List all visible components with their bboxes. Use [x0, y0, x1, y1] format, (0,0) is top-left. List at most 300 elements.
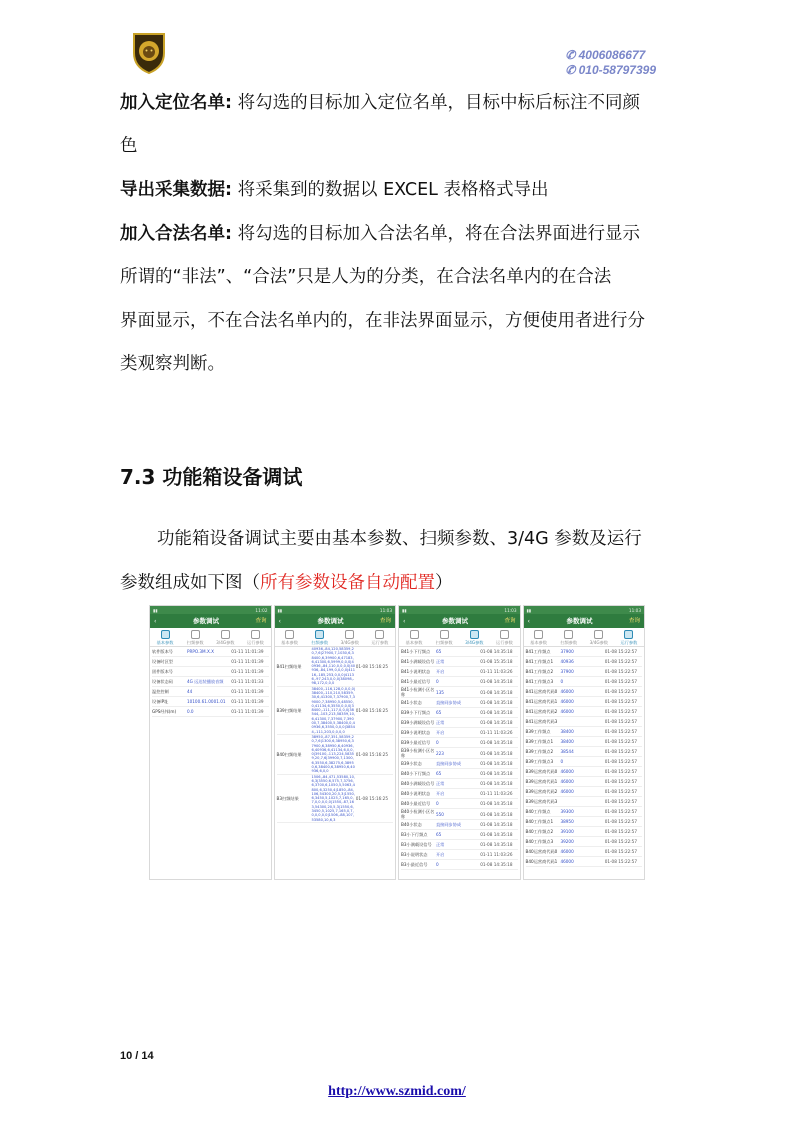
param-value: 46000: [560, 699, 574, 704]
param-value: 38544: [560, 749, 574, 754]
tab-0[interactable]: [524, 628, 554, 646]
tab-3[interactable]: [489, 628, 519, 646]
param-name: B40运营商代码0: [525, 849, 558, 854]
param-time: 01-08 14:35:18: [480, 649, 513, 654]
param-list: [524, 647, 645, 867]
tab-0[interactable]: [150, 628, 180, 646]
param-row: [526, 687, 643, 697]
param-name: B40工作频点1: [525, 819, 554, 824]
tab-icon: [161, 630, 170, 639]
param-time: 01-08 15:22:57: [604, 679, 638, 684]
tab-icon: [624, 630, 633, 639]
param-name: B41运营商代码2: [525, 709, 558, 714]
param-value: 40936: [560, 659, 574, 664]
param-name: B40工作频点3: [525, 839, 554, 844]
param-time: 01-08 15:16:25: [355, 795, 389, 801]
tab-label: 基本参数: [281, 640, 298, 645]
param-name: B39运营商代码2: [525, 789, 558, 794]
auto-config-note: 所有参数设备自动配置: [260, 573, 435, 593]
param-time: 01-11 11:01:39: [231, 649, 264, 654]
back-arrow-icon[interactable]: ‹: [527, 617, 530, 625]
param-name: B41小满载设信号: [401, 659, 435, 664]
param-row: [526, 777, 643, 787]
tab-1[interactable]: [429, 628, 459, 646]
param-name: B40工作频点: [525, 809, 551, 814]
param-value: 39200: [560, 839, 574, 844]
param-row: [401, 759, 518, 769]
param-time: 01-11 11:01:39: [231, 699, 264, 704]
param-time: 01-08 15:22:57: [604, 789, 638, 794]
param-time: 01-08 14:35:18: [480, 700, 513, 705]
param-row: [401, 809, 518, 820]
param-row: [526, 737, 643, 747]
status-time: 11:03: [504, 607, 517, 613]
section-body-line2: 参数组成如下图（所有参数设备自动配置）: [120, 573, 453, 593]
app-bar: [150, 614, 271, 628]
status-bar: [524, 606, 645, 614]
param-name: 温控控制: [152, 689, 169, 694]
param-value: 直接同步协成: [435, 761, 462, 766]
param-value: 0.0: [186, 709, 194, 714]
param-name: B41运营商代码1: [525, 699, 558, 704]
param-value: 38400: [560, 729, 574, 734]
tab-2[interactable]: [210, 628, 240, 646]
status-bar: [150, 606, 271, 614]
back-arrow-icon[interactable]: ‹: [154, 617, 157, 625]
param-value: 1506,-84,471,53580,10,6,3|3550,6,575,7,3756,6,3700,6,1050,5,5063,4800,6,3250,4|1850,-84,106,54300,20,5,3|1550,6,3450,5,1025,7,165,0,7,0,0,0,0,0|1550,-87,163,54300,20,5,3|1550,6,3450,5,1025,7,165,0,7,0,0,0,0,0|1506,-88,107,53580,10,6,3: [311, 774, 356, 822]
param-row: [401, 860, 518, 870]
param-row: [401, 728, 518, 738]
param-value: 开启: [435, 852, 445, 857]
param-name: B39小说明状态: [401, 730, 431, 735]
tab-label: 基本参数: [405, 640, 423, 645]
tab-icon: [534, 630, 543, 639]
param-name: B39工作频点3: [525, 759, 554, 764]
paragraph-legal-line4: 类观察判断。: [120, 354, 225, 374]
tab-label: 3/4G参数: [340, 640, 359, 645]
param-value: 46000: [560, 779, 574, 784]
param-time: 01-08 15:22:57: [604, 739, 638, 744]
screen-title: 参数调试: [566, 616, 593, 625]
param-row: [526, 647, 643, 657]
param-value: 550: [435, 811, 444, 817]
param-name: B39小最近信号: [401, 740, 431, 745]
param-list: [399, 647, 520, 870]
param-time: 01-08 15:22:57: [604, 809, 638, 814]
tab-label: 扫频参数: [186, 640, 204, 645]
param-value: 46000: [560, 769, 574, 774]
paragraph-export-data: 导出采集数据: 将采集到的数据以 EXCEL 表格格式导出: [120, 180, 549, 200]
screen-title: 参数调试: [317, 616, 344, 625]
param-row: [401, 738, 518, 748]
tab-2[interactable]: [335, 628, 365, 646]
tab-icon: [564, 630, 573, 639]
param-name: GPS经纬(m): [152, 709, 177, 714]
param-value: PRPO.3M.X.X: [186, 649, 215, 654]
param-time: 01-08 15:22:57: [604, 839, 638, 844]
param-value: 开启: [435, 791, 445, 796]
param-row: [526, 797, 643, 807]
param-row: [526, 677, 643, 687]
param-row: [401, 820, 518, 830]
tab-label: 运行参数: [496, 640, 513, 645]
tab-1[interactable]: [180, 628, 210, 646]
param-value: 38400,-116,128,0,0,0,0|38400,-110,210,58359,30,6,41300,7,37900,7,39000,7,38950,5,48550,0,41134,6,3550,0,0,0|38400,-111,117,0,0,0|38544,-103,213,58359,10,6,41300,7,37900,7,39000,7,38400,5,38400,0,40936,6,3550,0,0,0|38544,-111,203,0,0,0,0: [311, 686, 356, 734]
phone-screen: [274, 605, 397, 880]
tab-label: 扫频参数: [560, 640, 578, 645]
param-value: 10100.61.0001.01: [186, 699, 226, 704]
param-name: B41小检测小区名称: [401, 687, 435, 697]
param-name: B41小说明状态: [401, 669, 431, 674]
status-time: 11:03: [379, 607, 392, 613]
tab-icon: [345, 630, 354, 639]
tab-label: 运行参数: [371, 640, 389, 645]
paragraph-locate-list-cont: 色: [120, 136, 138, 156]
param-name: B40小检测小区名称: [401, 809, 435, 819]
tab-label: 扫频参数: [311, 640, 329, 645]
param-row: [401, 830, 518, 840]
status-bar: [399, 606, 520, 614]
contact-info: [565, 48, 656, 78]
param-name: 软件版本号: [152, 649, 173, 654]
tab-label: 运行参数: [247, 640, 264, 645]
param-row: [401, 677, 518, 687]
page-number: 10 / 14: [120, 1050, 154, 1062]
param-name: B3小说明状态: [401, 852, 428, 857]
param-row: [401, 667, 518, 677]
param-name: B39小满载设信号: [401, 720, 435, 725]
param-name: 设备状态码: [152, 679, 173, 684]
param-value: 0: [435, 862, 439, 867]
param-value: 直接同步协成: [435, 822, 462, 827]
param-name: B41工作频点2: [525, 669, 554, 674]
param-time: 01-08 15:22:57: [604, 719, 638, 724]
tab-0[interactable]: [275, 628, 305, 646]
param-value: 46000: [560, 689, 574, 694]
param-name: B41工作频点: [525, 649, 551, 654]
param-time: 01-11 11:01:39: [231, 689, 264, 694]
section-body-line1: 功能箱设备调试主要由基本参数、扫频参数、3/4G 参数及运行: [157, 529, 642, 549]
param-time: 01-08 14:35:18: [480, 679, 513, 684]
param-value: 37900: [560, 649, 574, 654]
tab-0[interactable]: [399, 628, 429, 646]
telephone-number: ✆ 010-58797399: [565, 63, 656, 77]
tab-3[interactable]: [240, 628, 270, 646]
param-row: [152, 687, 269, 697]
param-name: B39工作频点1: [525, 739, 554, 744]
param-value: 223: [435, 750, 444, 756]
param-time: 01-11 11:03:26: [480, 730, 513, 735]
param-name: B40扫频结果: [276, 751, 302, 757]
param-value: 正常: [435, 781, 445, 786]
param-row: [401, 657, 518, 667]
param-value: 135: [435, 689, 444, 695]
param-row: [526, 817, 643, 827]
tab-icon: [594, 630, 603, 639]
param-row: [526, 757, 643, 767]
term-export-data: 导出采集数据:: [120, 180, 232, 200]
param-name: B41小下行频点: [401, 649, 431, 654]
param-time: 01-11 11:01:39: [231, 659, 264, 664]
param-name: B39工作频点2: [525, 749, 554, 754]
param-value: 38950,-87,351,58359,20,7,6|1300,6,38950,6,37900,6,38950,6,40936,6,40936,6,41134,6,0,0,0|39100,-113,224,58359,20,7,6|39900,7,1300,6,3550,6,38275,6,38950,6,38400,6,38950,6,40936,6,0,0: [311, 734, 355, 774]
param-name: B40工作频点2: [525, 829, 554, 834]
screen-title: 参数调试: [192, 616, 219, 625]
param-row: [526, 697, 643, 707]
tab-label: 扫频参数: [435, 640, 453, 645]
tab-bar: [275, 628, 396, 647]
param-time: 01-08 15:22:57: [604, 709, 638, 714]
param-row: [526, 767, 643, 777]
param-name: B3小最近信号: [401, 862, 428, 867]
param-row: [152, 667, 269, 677]
tab-icon: [251, 630, 260, 639]
back-arrow-icon[interactable]: ‹: [278, 617, 281, 625]
param-name: B3小下行频点: [401, 832, 428, 837]
param-value: 39100: [560, 829, 574, 834]
paragraph-legal-list: 加入合法名单: 将勾选的目标加入合法名单，将在合法界面进行显示: [120, 224, 641, 244]
param-value: 0: [435, 679, 439, 684]
param-time: 01-08 15:22:57: [604, 699, 638, 704]
param-name: B41运营商代码0: [525, 689, 558, 694]
phone-screen: [523, 605, 646, 880]
tab-1[interactable]: [554, 628, 584, 646]
param-time: 01-08 15:35:18: [480, 659, 513, 664]
param-time: 01-08 15:16:25: [355, 663, 389, 669]
param-name: 设备IP址: [152, 699, 169, 704]
param-row: [401, 840, 518, 850]
param-row: [152, 647, 269, 657]
param-time: 01-08 14:35:18: [480, 801, 513, 806]
param-row: [526, 857, 643, 867]
param-list: [150, 647, 271, 717]
param-name: B40小说明状态: [401, 791, 431, 796]
app-bar: [524, 614, 645, 628]
param-value: 65: [435, 649, 442, 654]
param-time: 01-08 15:22:57: [604, 729, 638, 734]
param-name: B41运营商代码3: [525, 719, 558, 724]
tab-icon: [315, 630, 324, 639]
param-time: 01-08 15:22:57: [604, 779, 638, 784]
param-value: 正常: [435, 720, 445, 725]
param-row: [152, 677, 269, 687]
param-name: B41小状态: [401, 700, 422, 705]
param-time: 01-08 14:35:18: [480, 822, 513, 827]
param-row: [277, 647, 394, 687]
param-time: 01-08 15:22:57: [604, 649, 638, 654]
param-time: 01-11 11:01:39: [231, 709, 264, 714]
term-legal-list: 加入合法名单:: [120, 224, 232, 244]
param-name: B3扫频结果: [276, 795, 299, 801]
param-value: 正常: [435, 659, 445, 664]
query-button[interactable]: 查询: [628, 617, 640, 624]
param-time: 01-08 14:35:18: [480, 761, 513, 766]
tab-2[interactable]: [584, 628, 614, 646]
param-row: [152, 657, 269, 667]
param-time: 01-11 11:03:26: [480, 791, 513, 796]
param-row: [526, 827, 643, 837]
param-time: 01-11 11:01:39: [231, 669, 264, 674]
signal-icon: ▮▮: [153, 607, 158, 613]
param-value: 46000: [560, 849, 574, 854]
param-time: 01-08 15:16:25: [355, 707, 389, 713]
tab-3[interactable]: [365, 628, 395, 646]
param-value: 0: [560, 759, 564, 764]
param-time: 01-11 11:01:33: [231, 679, 264, 684]
param-time: 01-08 14:35:18: [480, 710, 513, 715]
param-time: 01-08 14:35:18: [480, 832, 513, 837]
param-row: [277, 687, 394, 735]
param-time: 01-08 15:22:57: [604, 859, 638, 864]
param-value: 39300: [560, 809, 574, 814]
signal-icon: ▮▮: [277, 607, 283, 613]
param-row: [152, 697, 269, 707]
tab-label: 3/4G参数: [216, 640, 235, 645]
signal-icon: ▮▮: [402, 607, 407, 613]
tab-bar: [150, 628, 271, 647]
status-time: 11:03: [628, 607, 641, 613]
param-row: [401, 647, 518, 657]
param-row: [526, 717, 643, 727]
param-time: 01-08 14:35:18: [480, 689, 513, 695]
back-arrow-icon[interactable]: ‹: [403, 617, 406, 625]
param-time: 01-08 15:22:57: [604, 769, 638, 774]
lion-shield-logo-icon: [131, 31, 167, 75]
param-name: B39扫频结果: [276, 707, 302, 713]
param-row: [526, 657, 643, 667]
param-value: 37900: [560, 669, 574, 674]
param-name: B40小下行频点: [401, 771, 431, 776]
param-list: [275, 647, 396, 823]
param-value: 开启: [435, 730, 445, 735]
paragraph-legal-line2: 所谓的“非法”、“合法”只是人为的分类，在合法名单内的在合法: [120, 267, 612, 287]
param-row: [526, 787, 643, 797]
tab-1[interactable]: [305, 628, 335, 646]
param-value: 44: [186, 689, 193, 694]
param-value: 直接同步协成: [435, 700, 462, 705]
tab-icon: [410, 630, 419, 639]
param-name: B3小满载设信号: [401, 842, 432, 847]
param-time: 01-08 14:35:18: [480, 781, 513, 786]
param-name: B40小状态: [401, 822, 422, 827]
param-time: 01-08 15:22:57: [604, 669, 638, 674]
tab-label: 运行参数: [620, 640, 638, 645]
param-name: B41工作频点3: [525, 679, 554, 684]
param-time: 01-08 15:16:25: [355, 751, 389, 757]
param-name: B39小检测小区名称: [401, 748, 435, 758]
tab-icon: [440, 630, 449, 639]
param-row: [277, 735, 394, 775]
tab-label: 3/4G参数: [465, 640, 484, 645]
param-row: [401, 708, 518, 718]
tab-label: 基本参数: [156, 640, 174, 645]
param-time: 01-08 15:22:57: [604, 799, 638, 804]
param-name: B41小最近信号: [401, 679, 431, 684]
tab-icon: [470, 630, 479, 639]
param-time: 01-11 11:03:26: [480, 852, 513, 857]
param-value: 38950: [560, 819, 574, 824]
param-row: [401, 698, 518, 708]
param-value: 4G 远达装播放音频: [186, 679, 224, 684]
param-time: 01-08 15:22:57: [604, 849, 638, 854]
param-value: 开启: [435, 669, 445, 674]
tab-bar: [399, 628, 520, 647]
param-time: 01-08 14:35:18: [480, 740, 513, 745]
tab-3[interactable]: [614, 628, 644, 646]
param-name: B40小最近信号: [401, 801, 431, 806]
param-value: 46000: [560, 859, 574, 864]
param-name: B40小满载设信号: [401, 781, 435, 786]
param-time: 01-08 14:35:18: [480, 750, 513, 756]
param-row: [401, 789, 518, 799]
tab-2[interactable]: [459, 628, 489, 646]
param-row: [526, 807, 643, 817]
param-row: [526, 847, 643, 857]
param-time: 01-08 15:22:57: [604, 659, 638, 664]
param-name: B40运营商代码1: [525, 859, 558, 864]
param-row: [152, 707, 269, 717]
param-name: B41工作频点1: [525, 659, 554, 664]
param-row: [401, 718, 518, 728]
tab-icon: [285, 630, 294, 639]
tab-label: 3/4G参数: [589, 640, 608, 645]
query-button[interactable]: 查询: [379, 617, 391, 624]
param-row: [401, 748, 518, 759]
status-bar: [275, 606, 396, 614]
param-row: [526, 667, 643, 677]
app-bar: [275, 614, 396, 628]
param-name: B39工作频点: [525, 729, 551, 734]
param-time: 01-08 15:22:57: [604, 689, 638, 694]
tab-icon: [375, 630, 384, 639]
param-row: [401, 779, 518, 789]
tab-label: 基本参数: [530, 640, 547, 645]
param-time: 01-08 14:35:18: [480, 720, 513, 725]
param-row: [526, 727, 643, 737]
section-heading: 7.3 功能箱设备调试: [120, 465, 303, 489]
param-time: 01-08 15:22:57: [604, 749, 638, 754]
param-value: 38400: [560, 739, 574, 744]
param-name: B41扫频结果: [276, 663, 302, 669]
paragraph-legal-line3: 界面显示，不在合法名单内的，在非法界面显示，方便使用者进行分: [120, 311, 645, 331]
query-button[interactable]: 查询: [255, 617, 267, 624]
param-row: [401, 687, 518, 698]
param-value: 0: [560, 679, 564, 684]
phone-screen: [398, 605, 521, 880]
app-bar: [399, 614, 520, 628]
param-name: 固件版本号: [152, 669, 173, 674]
hotline-number: ✆ 4006086677: [565, 48, 646, 62]
param-name: B39运营商代码1: [525, 779, 558, 784]
param-value: 40936,-84,120,58359,20,7,6|27900,7,1030,6,38400,6,39900,6,47183,6,41300,6,5999,0,0,0|40936,-84,110,0,0,0,0|40936,-84,199,0,0,0,0|41116,-185,253,0,0,0|41136,-97,243,0,0,0|38098,-98,172,0,0,0: [311, 647, 356, 686]
param-row: [526, 707, 643, 717]
param-row: [401, 850, 518, 860]
website-link[interactable]: http://www.szmid.com/: [328, 1084, 466, 1099]
term-locate-list: 加入定位名单:: [120, 93, 232, 113]
param-time: 01-08 14:35:18: [480, 811, 513, 817]
query-button[interactable]: 查询: [504, 617, 516, 624]
param-time: 01-08 15:22:57: [604, 759, 638, 764]
param-time: 01-08 14:35:18: [480, 842, 513, 847]
param-value: 46000: [560, 789, 574, 794]
param-name: B39运营商代码0: [525, 769, 558, 774]
param-time: 01-08 14:35:18: [480, 862, 513, 867]
param-value: 正常: [435, 842, 445, 847]
param-name: 设备时区型: [152, 659, 173, 664]
param-time: 01-11 11:03:26: [480, 669, 513, 674]
param-value: 0: [435, 801, 439, 806]
param-row: [526, 747, 643, 757]
